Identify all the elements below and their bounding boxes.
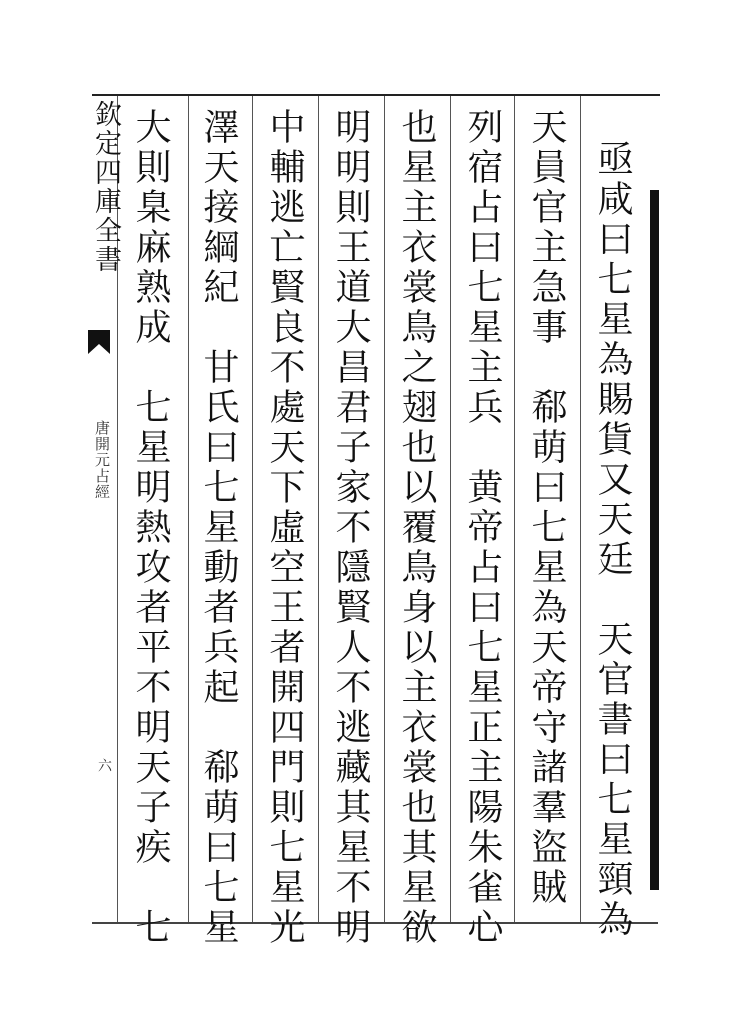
text-column-3: 列宿占曰七星主兵 黄帝占曰七星正主陽朱雀心: [462, 108, 503, 948]
top-rule: [92, 94, 660, 96]
column-divider: [514, 96, 515, 922]
fishtail-mark-icon: [86, 328, 112, 356]
page-frame: [90, 92, 660, 922]
text-column-7: 澤天接綱紀 甘氏曰七星動者兵起 郗萌曰七星: [198, 108, 239, 948]
column-divider: [384, 96, 385, 922]
text-column-4: 也星主衣裳鳥之翅也以覆鳥身以主衣裳也其星欲: [396, 108, 437, 948]
column-divider: [450, 96, 451, 922]
text-column-6: 中輔逃亡賢良不處天下虛空王者開四門則七星光: [264, 108, 305, 948]
right-border-bar: [650, 190, 659, 890]
column-divider: [318, 96, 319, 922]
text-column-8: 大則臬麻熟成 七星明熱攻者平不明天子疾 七: [130, 108, 171, 948]
column-divider: [188, 96, 189, 922]
margin-title: 欽定四庫全書: [90, 100, 121, 274]
text-column-1: 亟咸曰七星為賜貨又天廷 天官書曰七星頸為: [592, 140, 633, 940]
column-divider: [580, 96, 581, 922]
page-number: 六: [96, 758, 112, 772]
margin-subtitle: 唐開元占經: [93, 420, 111, 500]
text-column-2: 天員官主急事 郗萌曰七星為天帝守諸羣盜賊: [526, 108, 567, 908]
column-divider: [252, 96, 253, 922]
bottom-rule: [92, 922, 658, 924]
text-column-5: 明明則王道大昌君子家不隱賢人不逃藏其星不明: [330, 108, 371, 948]
